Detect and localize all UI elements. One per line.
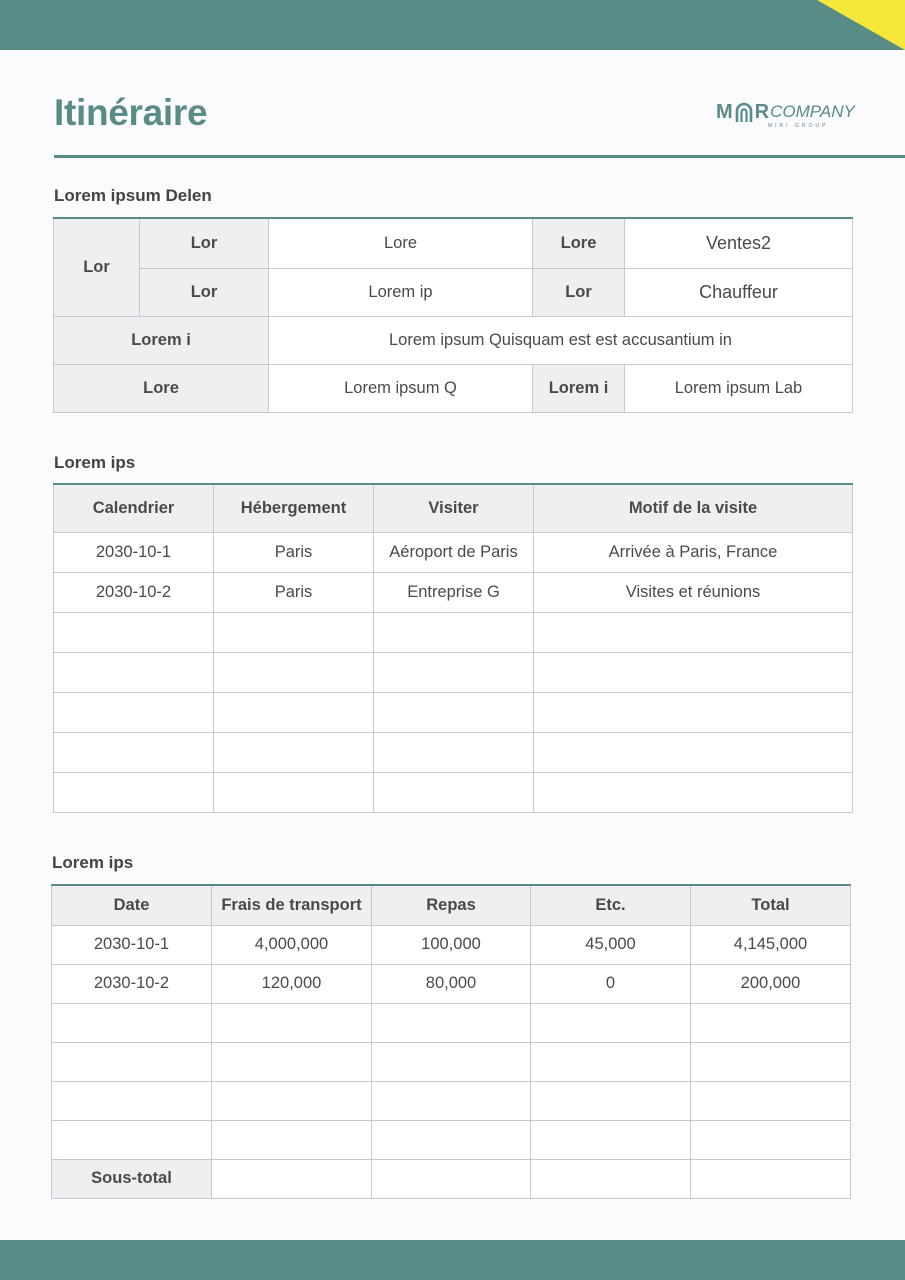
field-label: Lorem i: [54, 316, 269, 364]
column-header: Calendrier: [54, 484, 214, 532]
column-header: Etc.: [531, 885, 691, 925]
table-cell: [691, 1042, 851, 1081]
field-value: Lorem ipsum Quisquam est est accusantium in: [269, 316, 853, 364]
table-cell: [374, 772, 534, 812]
table-row: [54, 692, 853, 732]
table-cell: [691, 1081, 851, 1120]
table-cell: [691, 1003, 851, 1042]
table-cell: [372, 1159, 531, 1198]
table-cell: [534, 732, 853, 772]
table-cell: 100,000: [372, 925, 531, 964]
table-row: [54, 612, 853, 652]
table-row: [54, 532, 853, 572]
bottom-banner: [0, 1240, 905, 1280]
table-cell: 200,000: [691, 964, 851, 1003]
table-cell: [212, 1003, 372, 1042]
field-label: Lore: [533, 218, 625, 268]
table-row: [52, 925, 851, 964]
table-cell: [52, 1042, 212, 1081]
field-value: Chauffeur: [625, 268, 853, 316]
schedule-table: [53, 483, 853, 813]
subtotal-row: [52, 1159, 851, 1198]
group-label: Lor: [54, 218, 140, 316]
column-header: Hébergement: [214, 484, 374, 532]
table-cell: [52, 1081, 212, 1120]
arch-icon: [734, 102, 754, 122]
table-cell: [691, 1120, 851, 1159]
table-cell: Visites et réunions: [534, 572, 853, 612]
table-cell: [372, 1042, 531, 1081]
table-cell: [531, 1003, 691, 1042]
section-title-schedule: Lorem ips: [54, 453, 136, 472]
company-logo: M R COMPANY MIRI GROUP: [716, 101, 855, 129]
field-value: Lorem ip: [269, 268, 533, 316]
table-cell: 0: [531, 964, 691, 1003]
field-value: Lore: [269, 218, 533, 268]
table-cell: [214, 732, 374, 772]
table-row: [54, 772, 853, 812]
table-cell: [531, 1081, 691, 1120]
table-cell: [374, 612, 534, 652]
field-label: Lor: [140, 268, 269, 316]
table-cell: [374, 692, 534, 732]
table-cell: [212, 1159, 372, 1198]
field-value: Lorem ipsum Lab: [625, 364, 853, 412]
table-cell: [214, 692, 374, 732]
table-row: [52, 964, 851, 1003]
table-cell: 2030-10-1: [52, 925, 212, 964]
table-cell: [54, 692, 214, 732]
top-banner: [0, 0, 905, 50]
section-title-info: Lorem ipsum Delen: [54, 186, 212, 205]
table-cell: [531, 1159, 691, 1198]
table-row: [54, 652, 853, 692]
table-cell: Aéroport de Paris: [374, 532, 534, 572]
table-cell: [214, 652, 374, 692]
column-header: Frais de transport: [212, 885, 372, 925]
table-cell: 2030-10-2: [52, 964, 212, 1003]
table-cell: 80,000: [372, 964, 531, 1003]
page-title: Itinéraire: [54, 92, 208, 133]
table-row: [52, 1081, 851, 1120]
table-row: [52, 1042, 851, 1081]
table-row: [52, 1120, 851, 1159]
expenses-table: [51, 884, 851, 1199]
table-cell: [372, 1003, 531, 1042]
field-label: Lorem i: [533, 364, 625, 412]
title-divider: [54, 155, 905, 158]
table-row: [54, 572, 853, 612]
table-cell: [531, 1120, 691, 1159]
corner-accent: [817, 0, 905, 50]
info-table: [53, 217, 853, 413]
subtotal-label: Sous-total: [52, 1159, 212, 1198]
table-cell: [54, 612, 214, 652]
table-cell: [534, 772, 853, 812]
table-cell: [52, 1120, 212, 1159]
table-cell: 4,145,000: [691, 925, 851, 964]
table-cell: 120,000: [212, 964, 372, 1003]
table-cell: [54, 732, 214, 772]
table-cell: Entreprise G: [374, 572, 534, 612]
table-cell: [691, 1159, 851, 1198]
table-cell: [534, 692, 853, 732]
table-cell: Paris: [214, 532, 374, 572]
field-value: Lorem ipsum Q: [269, 364, 533, 412]
table-cell: [212, 1081, 372, 1120]
field-label: Lor: [533, 268, 625, 316]
table-cell: [374, 652, 534, 692]
table-cell: [54, 652, 214, 692]
table-cell: 45,000: [531, 925, 691, 964]
column-header: Total: [691, 885, 851, 925]
table-cell: 2030-10-1: [54, 532, 214, 572]
table-cell: Paris: [214, 572, 374, 612]
table-cell: [54, 772, 214, 812]
table-cell: [534, 652, 853, 692]
field-label: Lore: [54, 364, 269, 412]
table-row: [54, 732, 853, 772]
table-cell: [214, 772, 374, 812]
section-title-expenses: Lorem ips: [52, 853, 134, 872]
column-header: Visiter: [374, 484, 534, 532]
field-label: Lor: [140, 218, 269, 268]
table-cell: [212, 1120, 372, 1159]
column-header: Repas: [372, 885, 531, 925]
table-cell: [374, 732, 534, 772]
table-row: [52, 1003, 851, 1042]
table-cell: [372, 1081, 531, 1120]
table-cell: Arrivée à Paris, France: [534, 532, 853, 572]
column-header: Date: [52, 885, 212, 925]
table-cell: 2030-10-2: [54, 572, 214, 612]
table-cell: [372, 1120, 531, 1159]
table-cell: [534, 612, 853, 652]
table-cell: [212, 1042, 372, 1081]
table-cell: 4,000,000: [212, 925, 372, 964]
table-cell: [214, 612, 374, 652]
field-value: Ventes2: [625, 218, 853, 268]
table-cell: [531, 1042, 691, 1081]
table-cell: [52, 1003, 212, 1042]
column-header: Motif de la visite: [534, 484, 853, 532]
